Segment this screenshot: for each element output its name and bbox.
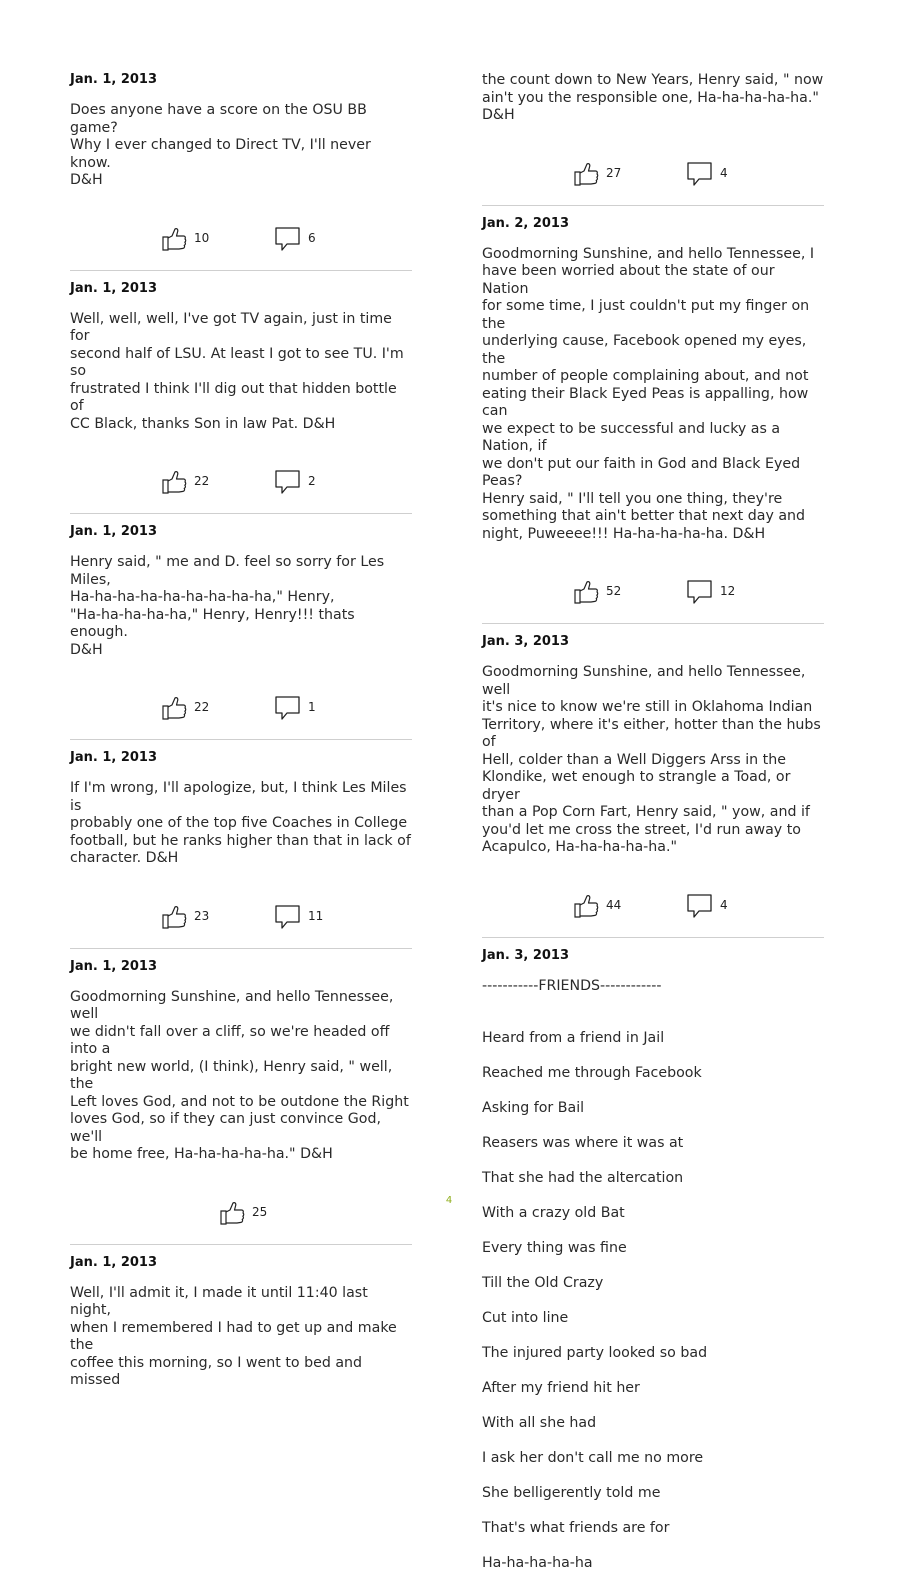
post-continuation xyxy=(482,72,824,206)
poem-line: With a crazy old Bat xyxy=(482,1204,625,1221)
post-date: Jan. 1, 2013 xyxy=(70,524,158,539)
poem-line: After my friend hit her xyxy=(482,1379,640,1396)
post xyxy=(70,1245,412,1390)
comment-count: 2 xyxy=(308,474,316,488)
post-date: Jan. 2, 2013 xyxy=(482,215,570,231)
like-count: 23 xyxy=(194,908,210,923)
left-column xyxy=(70,62,412,1390)
like-count: 27 xyxy=(606,165,622,180)
poem-line: Heard from a friend in Jail xyxy=(482,1029,665,1046)
speech-bubble-icon xyxy=(686,578,714,606)
post-date: Jan. 3, 2013 xyxy=(482,634,570,649)
post xyxy=(482,624,824,938)
poem-line: Till the Old Crazy xyxy=(482,1274,604,1291)
like-count: 44 xyxy=(606,897,622,912)
comment-count: 4 xyxy=(720,165,728,180)
poem-line: With all she had xyxy=(482,1414,597,1431)
post-text: Well, I'll admit it, I made it until 11:40 last night, when I remembered I had to get up and make the coffee this morning, so I went to bed and missed xyxy=(70,1284,397,1388)
poem-line: That's what friends are for xyxy=(482,1519,670,1536)
thumbs-up-icon xyxy=(572,578,600,606)
post xyxy=(70,514,412,740)
poem-line: Cut into line xyxy=(482,1309,569,1326)
post xyxy=(482,206,824,625)
poem-line: Reasers was where it was at xyxy=(482,1134,684,1151)
comment-count: 6 xyxy=(308,230,316,245)
post-date: Jan. 1, 2013 xyxy=(70,280,158,296)
post-text: Does anyone have a score on the OSU BB game? Why I ever changed to Direct TV, I'll never know. D&H xyxy=(70,102,371,188)
post-date: Jan. 3, 2013 xyxy=(482,947,570,963)
post-text: the count down to New Years, Henry said, " now ain't you the responsible one, Ha-ha-ha-ha-ha." D&H xyxy=(482,72,824,123)
right-column xyxy=(482,62,824,1590)
post-stats xyxy=(70,1184,412,1244)
comment-count: 12 xyxy=(720,584,736,598)
post xyxy=(70,271,412,515)
thumbs-up-icon xyxy=(160,225,188,253)
thumbs-up-icon xyxy=(160,468,188,496)
poem-line: That she had the altercation xyxy=(482,1169,684,1186)
like-count: 22 xyxy=(194,700,210,714)
post xyxy=(70,62,412,271)
post-date: Jan. 1, 2013 xyxy=(70,958,158,974)
poem-line: Ha-ha-ha-ha-ha xyxy=(482,1554,593,1571)
like-count: 25 xyxy=(252,1204,268,1219)
poem-line: Reached me through Facebook xyxy=(482,1064,702,1081)
like-count: 10 xyxy=(194,230,210,245)
post-stats xyxy=(70,888,412,948)
poem-line: Every thing was fine xyxy=(482,1239,627,1256)
like-count: 22 xyxy=(194,474,210,488)
post xyxy=(70,740,412,949)
post-date: Jan. 1, 2013 xyxy=(70,1254,158,1270)
post-text: Well, well, well, I've got TV again, just in time for second half of LSU. At least I got to see TU. I'm so frustrated I think I'll dig out that hidden bottle of CC Black, thanks Son in law Pat. D&H xyxy=(70,310,404,432)
post-text: Goodmorning Sunshine, and hello Tennessee, well we didn't fall over a cliff, so we're headed off into a bright new world, (I think), Henry said, " well, the Left loves God, and not to be outdone the Right loves God, so if they can just convince God, we'll be home free, Ha-ha-ha-ha-ha." D&H xyxy=(70,988,409,1162)
comment-count: 11 xyxy=(308,908,324,923)
poem-line: The injured party looked so bad xyxy=(482,1344,708,1361)
post-stats xyxy=(70,453,412,513)
post-text: Goodmorning Sunshine, and hello Tennessee, I have been worried about the state of our Nation for some time, I just couldn't put my finger on the underlying cause, Facebook opened my eyes, the number of people complaining about, and not eating their Black Eyed Peas is appalling, how can we expect to be successful and lucky as a Nation, if we don't put our faith in God and Black Eyed Peas? Henry said, " I'll tell you one thing, they're something that ain't better that next day and night, Puweeee!!! Ha-ha-ha-ha-ha. D&H xyxy=(482,245,815,542)
poem-body xyxy=(482,1012,824,1590)
poem-line: She belligerently told me xyxy=(482,1484,661,1501)
thumbs-up-icon xyxy=(572,160,600,188)
thumbs-up-icon xyxy=(160,694,188,722)
post-text: Henry said, " me and D. feel so sorry for Les Miles, Ha-ha-ha-ha-ha-ha-ha-ha-ha," Henry, "Ha-ha-ha-ha-ha," Henry, Henry!!! thats enough. D&H xyxy=(70,554,385,658)
comment-count: 4 xyxy=(720,897,728,912)
speech-bubble-icon xyxy=(274,903,302,931)
speech-bubble-icon xyxy=(274,225,302,253)
post-stats xyxy=(70,210,412,270)
post-stats xyxy=(482,877,824,937)
comment-count: 1 xyxy=(308,700,316,714)
speech-bubble-icon xyxy=(686,892,714,920)
poem-line: I ask her don't call me no more xyxy=(482,1449,704,1466)
post-date: Jan. 1, 2013 xyxy=(70,750,158,765)
post-stats xyxy=(482,145,824,205)
poem-post xyxy=(482,938,824,1590)
post-text: If I'm wrong, I'll apologize, but, I think Les Miles is probably one of the top five Coaches in College football, but he ranks higher than that in lack of character. D&H xyxy=(70,780,411,866)
speech-bubble-icon xyxy=(274,694,302,722)
page-number: 4 xyxy=(445,1195,453,1206)
poem-line: Asking for Bail xyxy=(482,1099,585,1116)
thumbs-up-icon xyxy=(572,892,600,920)
post-date: Jan. 1, 2013 xyxy=(70,72,158,87)
post-stats xyxy=(482,563,824,623)
speech-bubble-icon xyxy=(686,160,714,188)
thumbs-up-icon xyxy=(160,903,188,931)
speech-bubble-icon xyxy=(274,468,302,496)
poem-heading: -----------FRIENDS------------ xyxy=(482,977,662,994)
post-stats xyxy=(70,679,412,739)
post-text: Goodmorning Sunshine, and hello Tennessee, well it's nice to know we're still in Oklahoma Indian Territory, where it's either, hotter than the hubs of Hell, colder than a Well Diggers Arss in the Klondike, wet enough to strangle a Toad, or dryer than a Pop Corn Fart, Henry said, " yow, and if you'd let me cross the street, I'd run away to Acapulco, Ha-ha-ha-ha-ha." xyxy=(482,664,821,855)
like-count: 52 xyxy=(606,584,622,598)
